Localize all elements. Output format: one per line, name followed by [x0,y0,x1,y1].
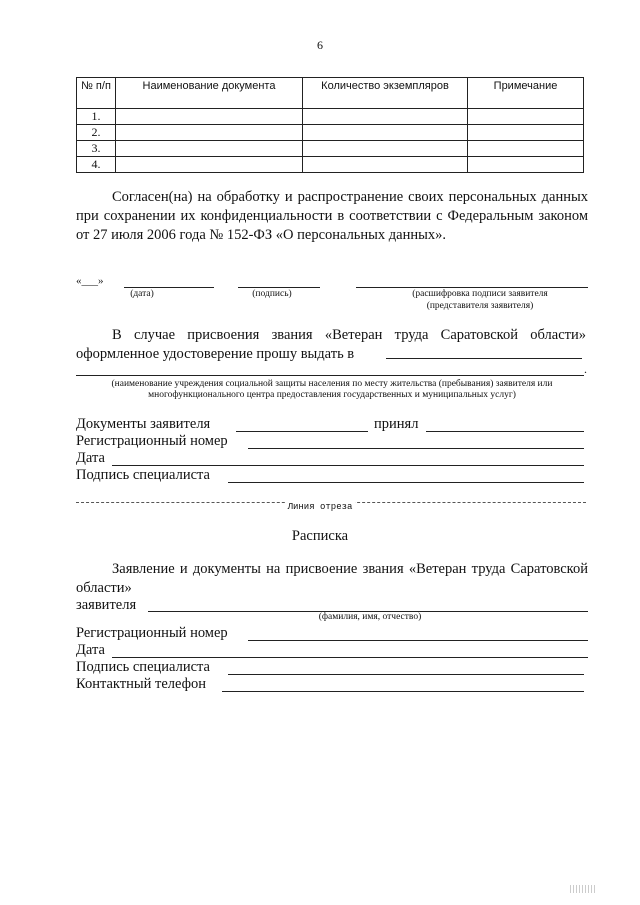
table-cell [303,157,468,173]
row-number: 4. [77,157,116,173]
consent-paragraph [76,188,588,245]
receipt-reg-number-label: Регистрационный номер [76,625,228,641]
date-caption: (дата) [130,289,154,299]
table-row [77,157,584,173]
table-cell [468,141,584,157]
cut-line-label-wrap [0,496,640,514]
receipt-specialist-label: Подпись специалиста [76,659,210,675]
scan-artifact [570,885,596,893]
documents-label: Документы заявителя [76,416,211,432]
receipt-reg-number-line [248,640,588,641]
signature-caption: (подпись) [252,289,292,299]
row-number: 3. [77,141,116,157]
table-cell [116,109,303,125]
table-cell [116,125,303,141]
row-number: 1. [77,109,116,125]
decryption-line [356,287,588,288]
table-row [77,125,584,141]
table-cell [468,109,584,125]
table-header-row [77,78,584,109]
signature-line [238,287,320,288]
applicant-label: заявителя [76,597,137,613]
accepted-line [426,431,584,432]
reg-number-line [248,448,584,449]
receipt-text: Заявление и документы на присвоение звания «Ветеран труда Саратовской области» [76,561,588,596]
row-number: 2. [77,125,116,141]
cut-line-label: Линия отреза [285,502,356,512]
institution-line-2 [76,375,584,376]
fio-caption: (фамилия, имя, отчество) [318,612,422,622]
documents-line [236,431,368,432]
receipt-title: Расписка [291,528,349,544]
issue-text: В случае присвоения звания «Ветеран труда Саратовской области» оформленное удостоверение прошу выдать в [76,327,586,362]
consent-text: Согласен(на) на обработку и распространение своих персональных данных при сохранении их конфиденциальности в соответствии с Федеральным законом от 27 июля 2006 года № 152-ФЗ «О персональных данных». [76,189,588,243]
institution-line-1 [386,358,582,359]
office-date-line [112,465,584,466]
table-cell [303,109,468,125]
table-row [77,109,584,125]
representative-caption: (представителя заявителя) [426,301,534,311]
accepted-label: принял [374,416,419,432]
table-cell [116,141,303,157]
table-cell [303,125,468,141]
col-count-header: Количество экземпляров [303,78,468,109]
receipt-paragraph [76,560,588,598]
date-label: Дата [76,450,105,466]
specialist-signature-label: Подпись специалиста [76,467,210,483]
specialist-signature-line [228,482,584,483]
table-cell [468,157,584,173]
receipt-date-line [112,657,588,658]
col-number-header: № п/п [77,78,116,109]
receipt-specialist-line [228,674,584,675]
col-doc-name-header: Наименование документа [116,78,303,109]
page-number: 6 [317,38,323,52]
date-quote: «___» [76,275,104,287]
phone-line [222,691,584,692]
table-cell [116,157,303,173]
col-note-header: Примечание [468,78,584,109]
period-mark: . [584,362,587,376]
reg-number-label: Регистрационный номер [76,433,228,449]
table-cell [468,125,584,141]
institution-caption: (наименование учреждения социальной защиты населения по месту жительства (пребывания) заявителя или многофункционального центра предоставления государственных и муниципальных услуг) [111,379,553,400]
date-line [124,287,214,288]
documents-table [76,77,584,173]
phone-label: Контактный телефон [76,676,207,692]
table-cell [303,141,468,157]
receipt-date-label: Дата [76,642,105,658]
table-row [77,141,584,157]
decryption-caption: (расшифровка подписи заявителя [412,289,548,299]
